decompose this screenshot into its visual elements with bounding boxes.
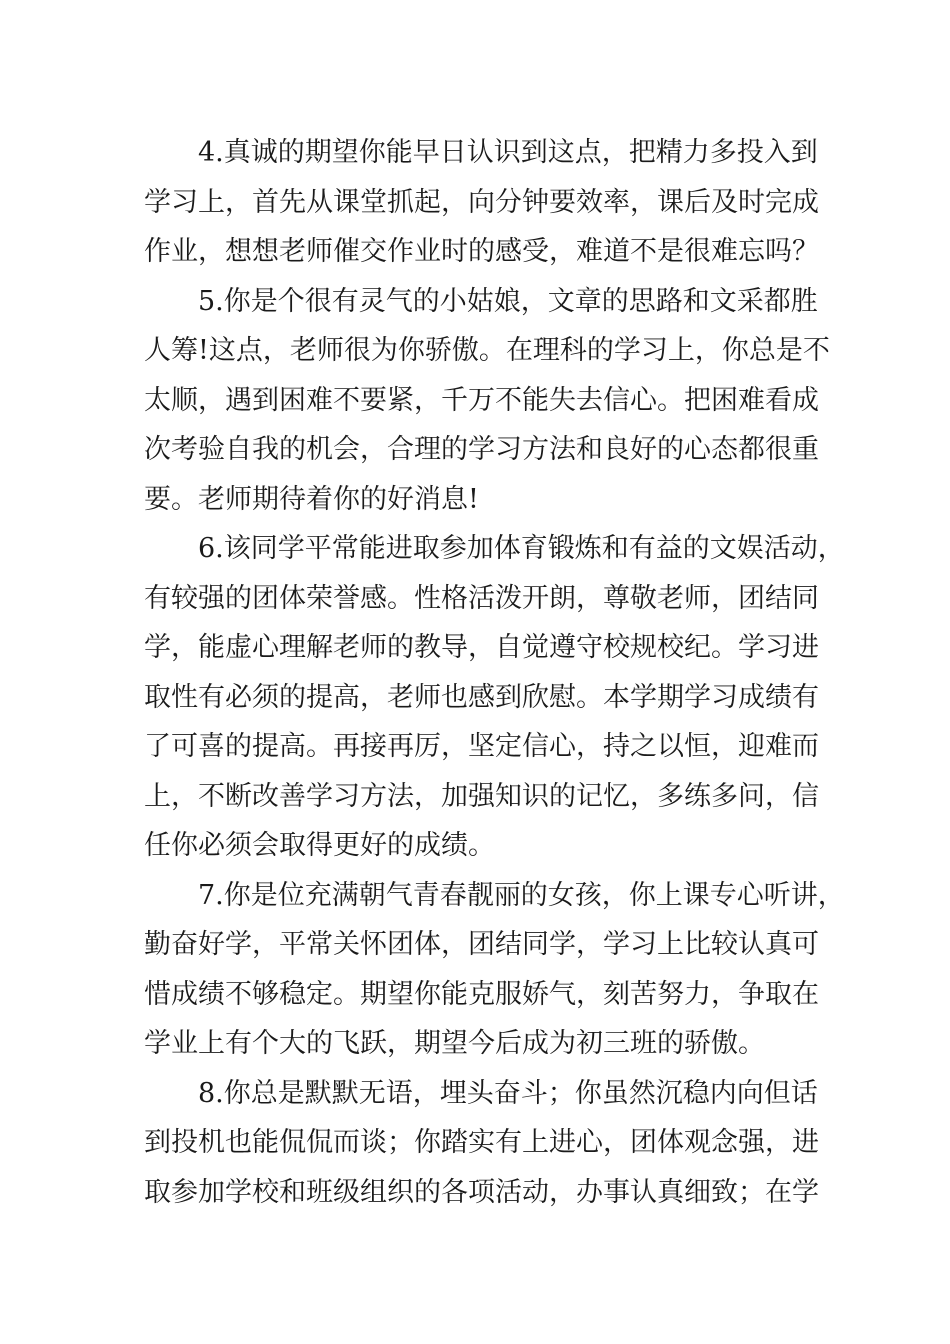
paragraph-6-line-1: 6.该同学平常能进取参加体育锻炼和有益的文娱活动，	[198, 533, 845, 564]
paragraph-5-line-1: 5.你是个很有灵气的小姑娘，文章的思路和文采都胜	[198, 285, 818, 317]
paragraph-5-line-3: 太顺，遇到困难不要紧，千万不能失去信心。把困难看成	[144, 384, 819, 416]
paragraph-8-line-1: 8.你总是默默无语，埋头奋斗；你虽然沉稳内向但话	[198, 1077, 818, 1109]
paragraph-6-line-6: 上，不断改善学习方法，加强知识的记忆，多练多问，信	[144, 780, 819, 812]
paragraph-7-line-2: 勤奋好学，平常关怀团体，团结同学，学习上比较认真可	[144, 929, 819, 960]
paragraph-6-line-5: 了可喜的提高。再接再厉，坚定信心，持之以恒，迎难而	[144, 731, 819, 762]
paragraph-6-line-2: 有较强的团体荣誉感。性格活泼开朗，尊敬老师，团结同	[144, 582, 819, 614]
paragraph-4-line-2: 学习上，首先从课堂抓起，向分钟要效率，课后及时完成	[144, 186, 819, 218]
paragraph-5-line-2: 人筹!这点，老师很为你骄傲。在理科的学习上，你总是不	[144, 335, 830, 366]
paragraph-8-line-2: 到投机也能侃侃而谈；你踏实有上进心，团体观念强，进	[144, 1127, 819, 1158]
paragraph-6-line-7: 任你必须会取得更好的成绩。	[144, 830, 495, 861]
document-body	[144, 128, 845, 1217]
paragraph-6-line-3: 学，能虚心理解老师的教导，自觉遵守校规校纪。学习进	[144, 632, 819, 663]
paragraph-6-line-4: 取性有必须的提高，老师也感到欣慰。本学期学习成绩有	[144, 681, 819, 713]
paragraph-7-line-1: 7.你是位充满朝气青春靓丽的女孩，你上课专心听讲，	[198, 879, 845, 911]
paragraph-7-line-3: 惜成绩不够稳定。期望你能克服娇气，刻苦努力，争取在	[144, 978, 819, 1010]
paragraph-4-line-3: 作业，想想老师催交作业时的感受，难道不是很难忘吗？	[144, 236, 819, 267]
paragraph-5-line-5: 要。老师期待着你的好消息!	[144, 483, 479, 515]
paragraph-7-line-4: 学业上有个大的飞跃，期望今后成为初三班的骄傲。	[144, 1028, 765, 1059]
paragraph-4-line-1: 4.真诚的期望你能早日认识到这点，把精力多投入到	[198, 137, 818, 168]
paragraph-5-line-4: 次考验自我的机会，合理的学习方法和良好的心态都很重	[144, 434, 819, 465]
paragraph-8-line-3: 取参加学校和班级组织的各项活动，办事认真细致；在学	[144, 1176, 819, 1208]
